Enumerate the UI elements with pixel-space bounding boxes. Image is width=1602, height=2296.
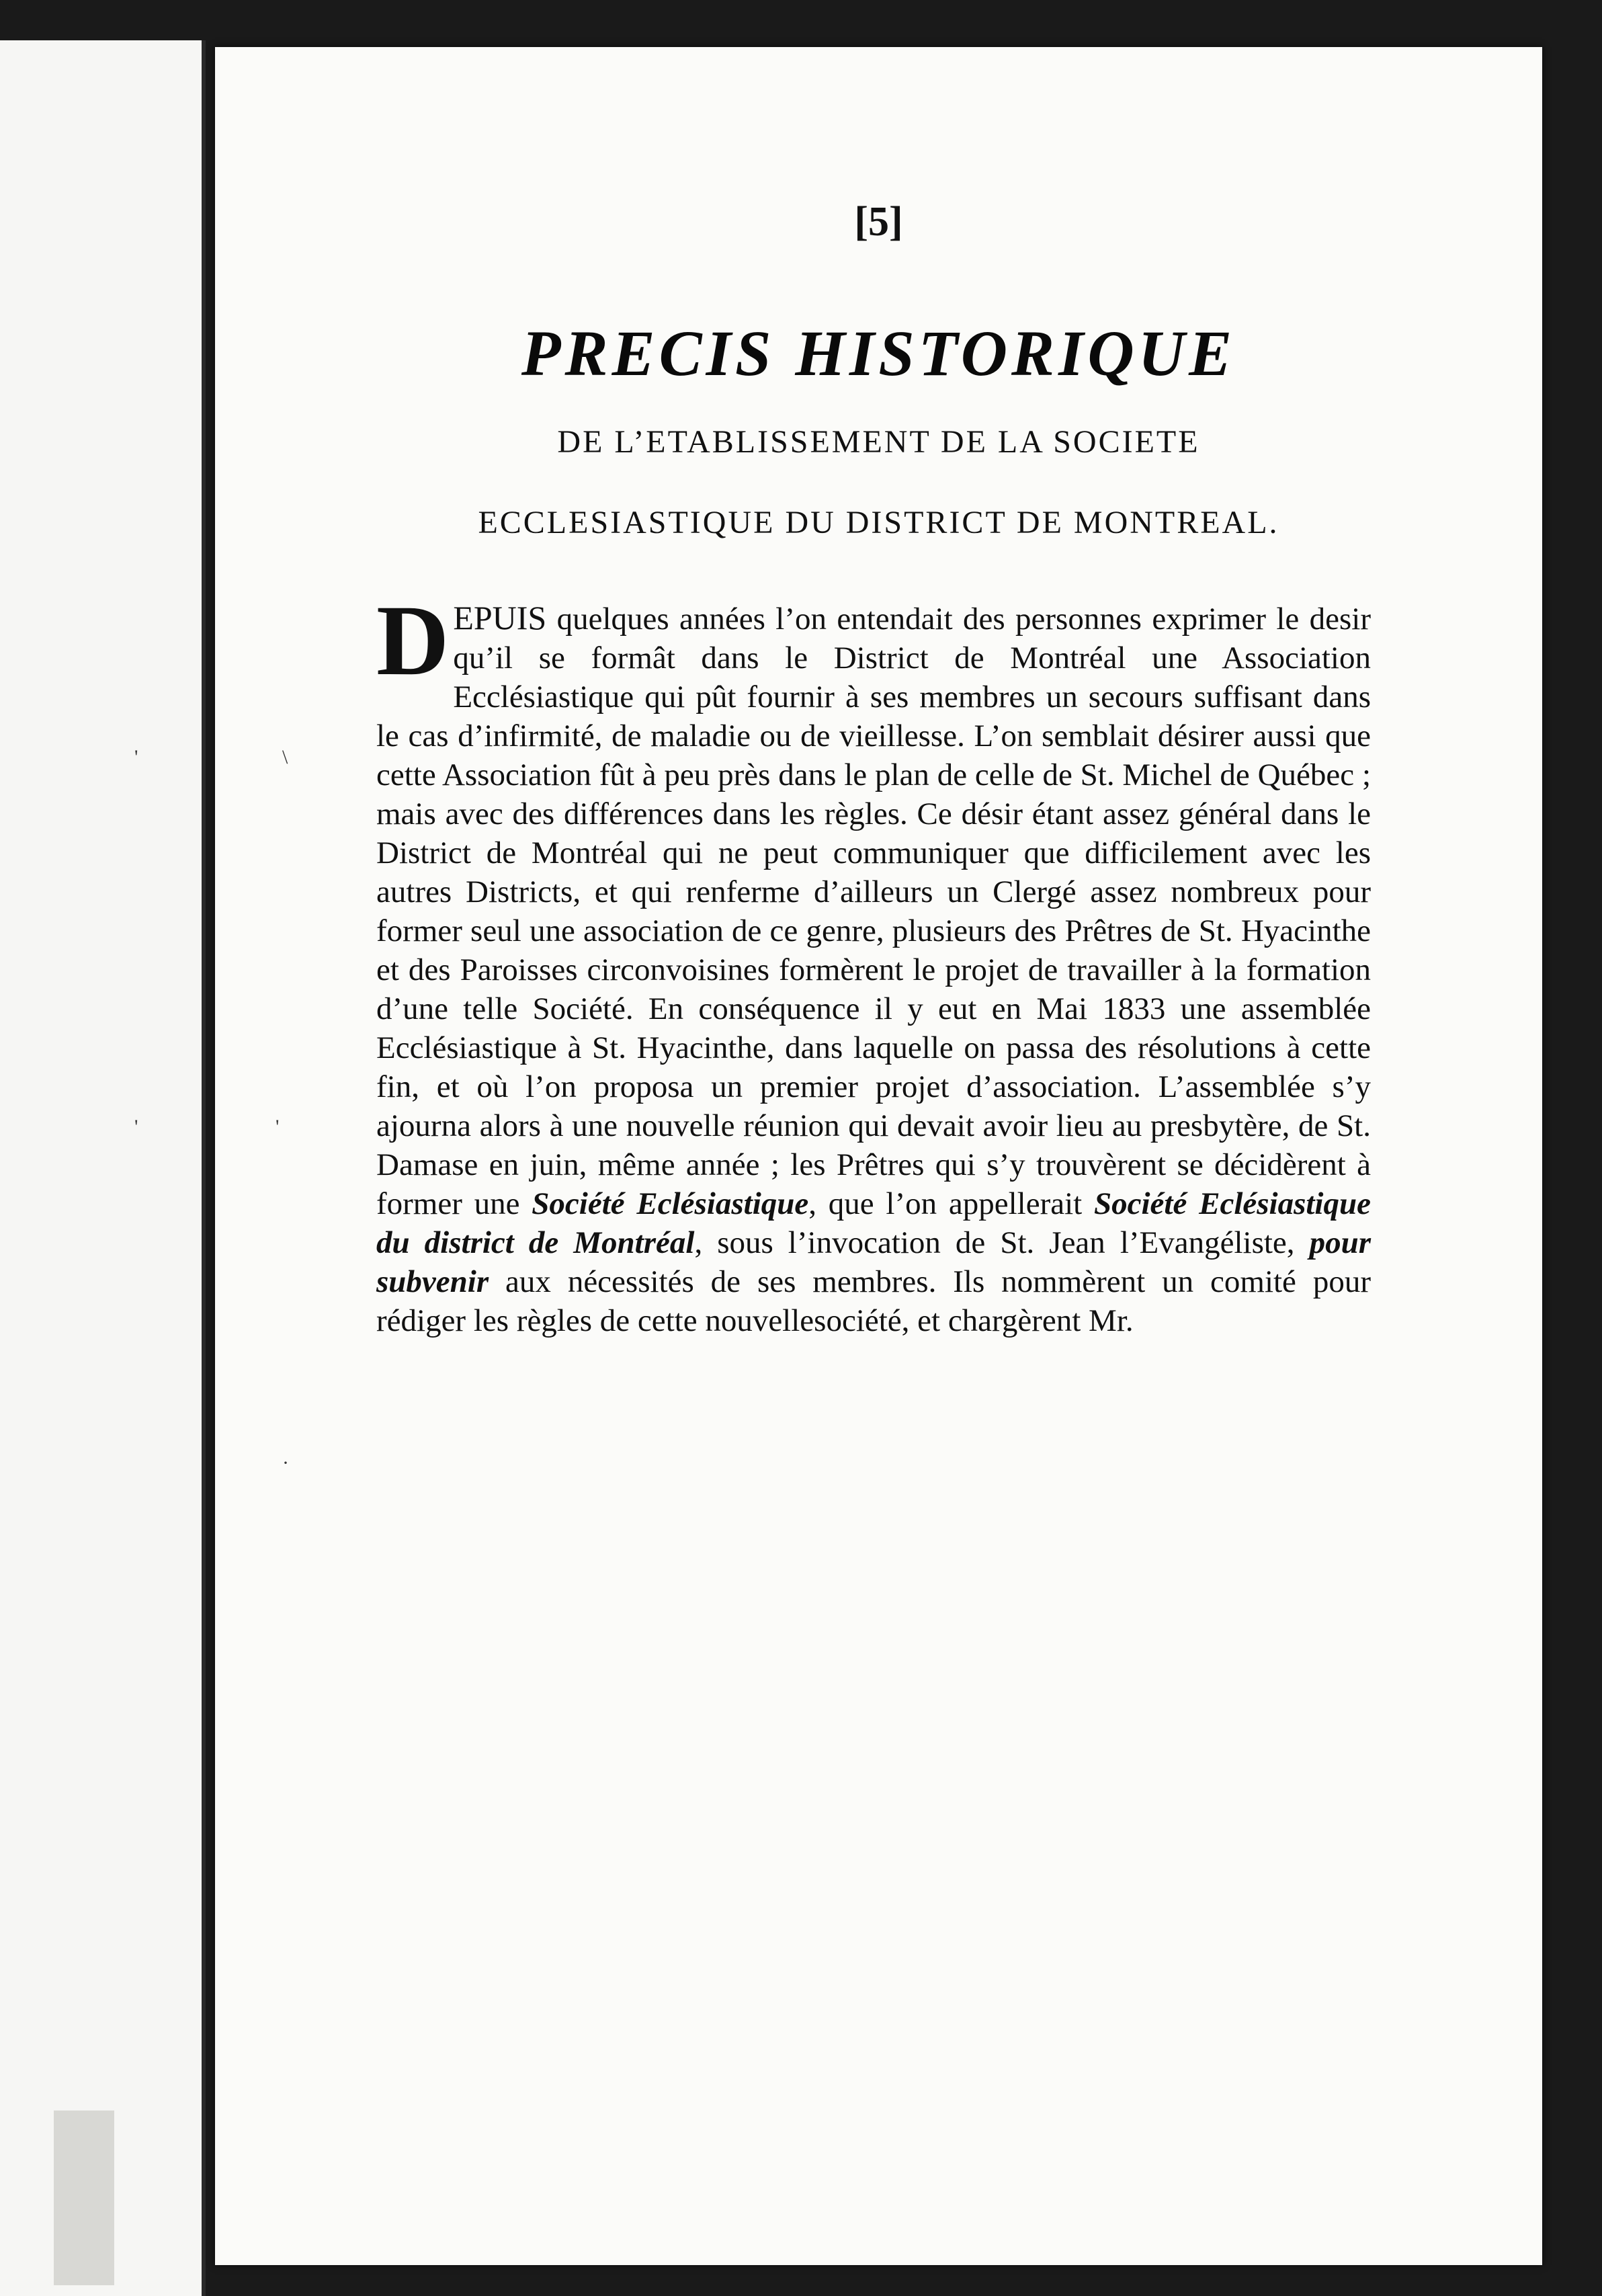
lead-word: EPUIS bbox=[453, 599, 547, 637]
document-page bbox=[134, 47, 1542, 2265]
italic-phrase-1: Société Eclésiastique bbox=[532, 1186, 809, 1221]
speck: · bbox=[282, 1452, 289, 1474]
speck: ' bbox=[134, 746, 138, 768]
body-text-part-4: aux nécessités de ses membres. Ils nommèrent un comité pour rédiger les règles de cette nouvellesociété, et chargèrent Mr. bbox=[376, 1264, 1371, 1338]
drop-cap: D bbox=[376, 585, 450, 696]
body-text-part-2: , que l’on appellerait bbox=[808, 1186, 1094, 1221]
italic-phrase-2: Société Eclésiastique du district de Montréal bbox=[376, 1186, 1371, 1260]
italic-phrase-3: pour subvenir bbox=[376, 1225, 1371, 1299]
left-page-tab bbox=[54, 2110, 114, 2285]
left-page-edge bbox=[0, 40, 206, 2296]
body-text-part-3: , sous l’invocation de St. Jean l’Evangéliste, bbox=[694, 1225, 1310, 1260]
subtitle-line-1: DE L’ETABLISSEMENT DE LA SOCIETE bbox=[557, 424, 1200, 460]
speck: \ bbox=[282, 746, 288, 768]
speck: ' bbox=[276, 1116, 280, 1138]
body-text-part-1: quelques années l’on entendait des personnes exprimer le desir qu’il se formât dans le District de Montréal une Association Ecclésiastique qui pût fournir à ses membres un secours suffisant dans le cas d’infirmité, de maladie ou de vieillesse. L’on semblait désirer aussi que cette Association fût à peu près dans le plan de celle de St. Michel de Québec ; mais avec des différences dans les règles. Ce désir étant assez général dans le District de Montréal qui ne peut communiquer que difficilement avec les autres Districts, et qui renferme d’ailleurs un Clergé assez nombreux pour former seul une association de ce genre, plusieurs des Prêtres de St. Hyacinthe et des Paroisses circonvoisines formèrent le projet de travailler à la formation d’une telle Société. En conséquence il y eut en Mai 1833 une assemblée Ecclésiastique à St. Hyacinthe, dans laquelle on passa des résolutions à cette fin, et où l’on proposa un premier projet d’association. L’assemblée s’y ajourna alors à une nouvelle réunion qui devait avoir lieu au presbytère, de St. Damase en juin, même année ; les Prêtres qui s’y trouvèrent se décidèrent à former une bbox=[376, 602, 1371, 1221]
page-title: PRECIS HISTORIQUE bbox=[521, 317, 1236, 389]
page-number: [5] bbox=[854, 199, 903, 245]
subtitle-line-2: ECCLESIASTIQUE DU DISTRICT DE MONTREAL. bbox=[478, 505, 1279, 540]
body-paragraph bbox=[376, 585, 1371, 1340]
speck: ' bbox=[134, 1116, 138, 1138]
